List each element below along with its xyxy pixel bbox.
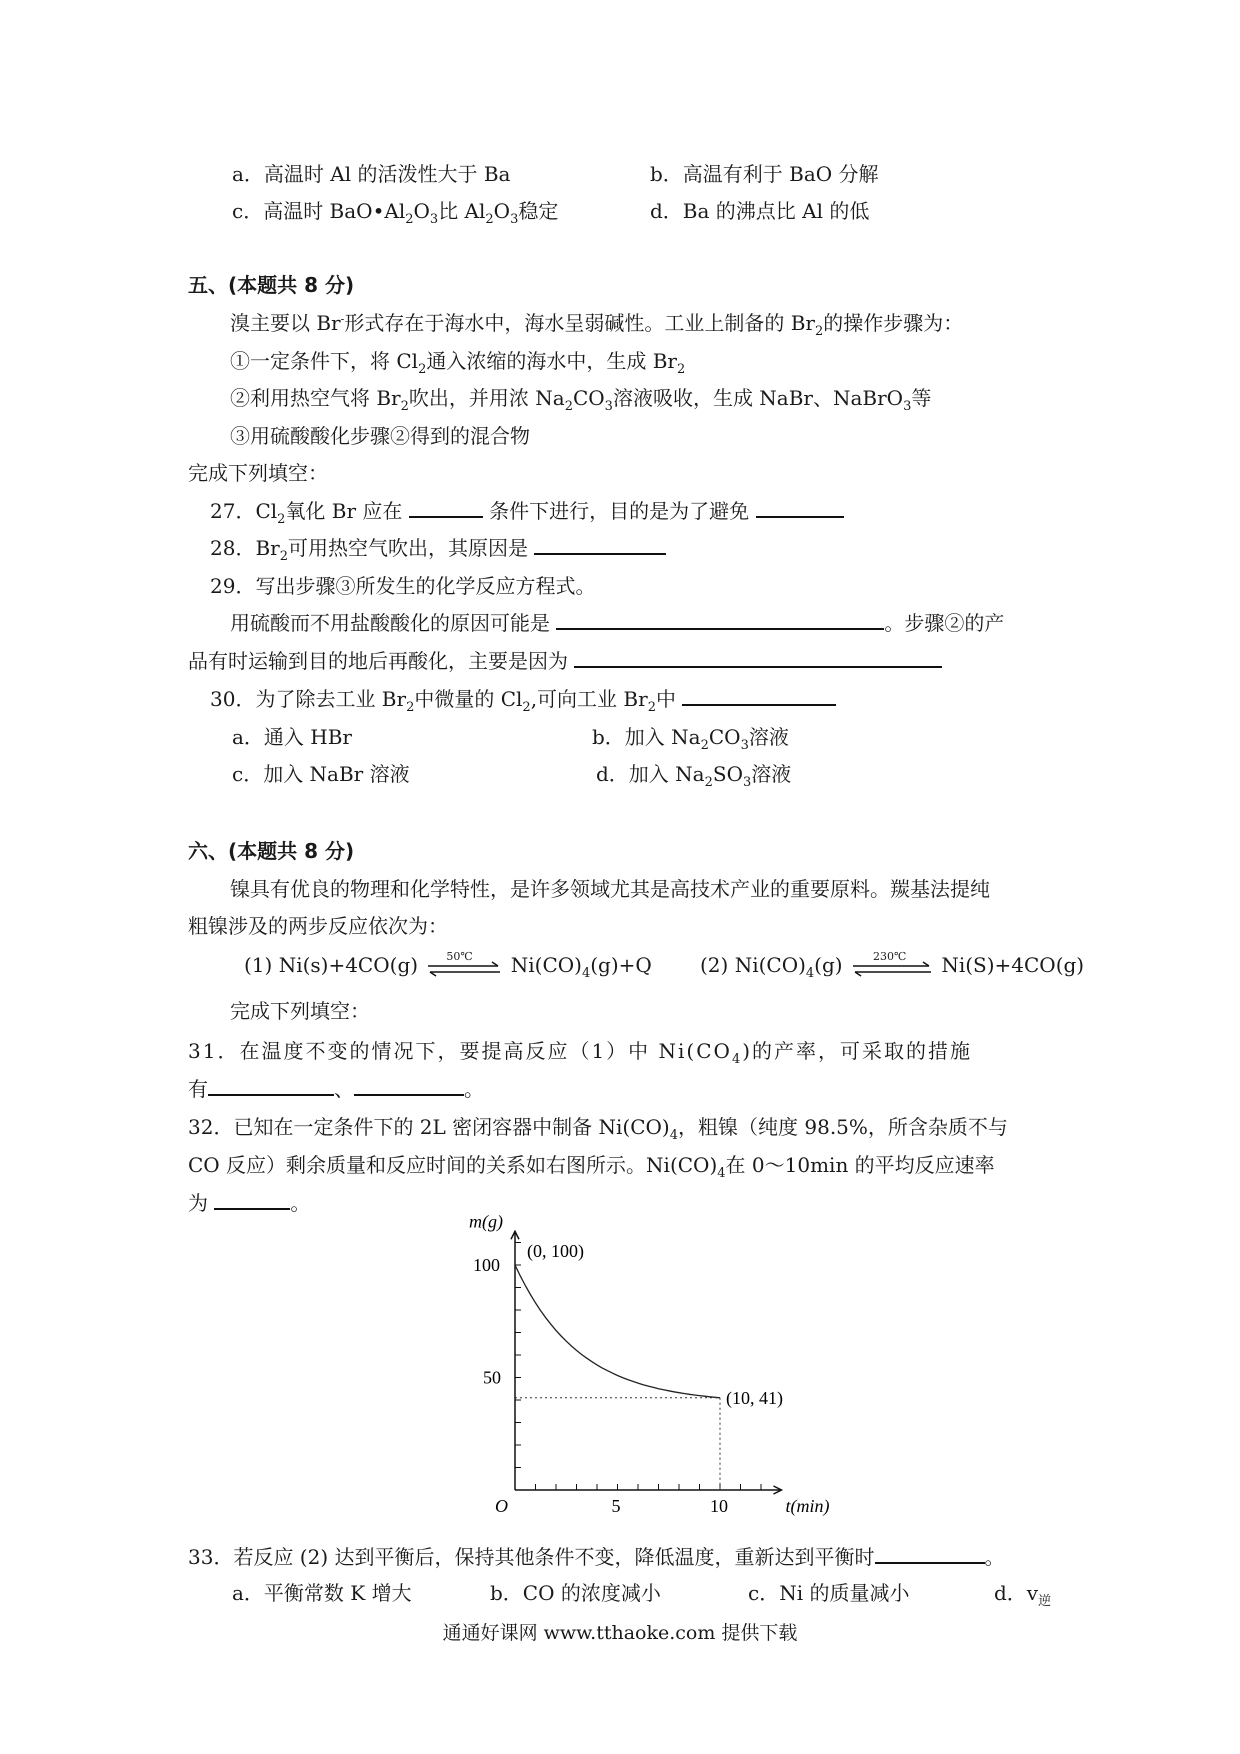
step-1: ①一定条件下，将 $Cl_2$通入浓缩的海水中，生成 $Br_2$ [230, 349, 686, 377]
answer-blank[interactable] [556, 610, 884, 630]
origin-label: O [495, 1496, 508, 1516]
question-27: 27．$Cl_2$氧化 Br 应在 条件下进行，目的是为了避免 [210, 498, 844, 524]
reversible-arrow: 230℃ [849, 954, 935, 980]
footer: 通通好课网 www.tthaoke.com 提供下载 [442, 1622, 798, 1644]
question-32-line2: CO 反应）剩余质量和反应时间的关系如右图所示。$Ni(CO)_4$在 0～10min 的平均反应速率 [188, 1153, 995, 1181]
point-label-end: (10, 41) [726, 1387, 783, 1408]
answer-blank[interactable] [534, 535, 666, 555]
q33-option-b: b．CO 的浓度减小 [490, 1581, 661, 1605]
answer-blank[interactable] [214, 1190, 290, 1210]
y-tick-label: 100 [473, 1255, 500, 1275]
q30-option-a: a．通入 HBr [232, 725, 352, 749]
section-6-intro-2: 粗镍涉及的两步反应依次为： [188, 914, 448, 938]
q33-option-c: c．Ni 的质量减小 [748, 1581, 910, 1605]
section-6-heading: 六、(本题共 8 分) [188, 839, 355, 863]
question-28: 28．$Br_2$可用热空气吹出，其原因是 [210, 535, 666, 561]
option-b: b．高温有利于 BaO 分解 [650, 162, 879, 186]
answer-blank[interactable] [208, 1076, 334, 1096]
option-d: d．Ba 的沸点比 Al 的低 [650, 199, 870, 223]
reaction-2: (2) $Ni(CO)_4(g)$ 230℃ Ni(S)+4CO(g) [700, 949, 1085, 981]
y-axis-label: m(g) [469, 1211, 503, 1232]
question-29-line2: 用硫酸而不用盐酸酸化的原因可能是 。步骤②的产 [230, 611, 1005, 635]
answer-blank[interactable] [574, 648, 942, 668]
decay-curve [515, 1265, 720, 1398]
answer-blank[interactable] [756, 498, 844, 518]
mass-time-chart [440, 1210, 830, 1530]
q30-option-c: c．加入 NaBr 溶液 [232, 762, 410, 786]
q33-option-a: a．平衡常数 K 增大 [232, 1581, 412, 1605]
option-a: a．高温时 Al 的活泼性大于 Ba [232, 162, 511, 186]
option-c: c．高温时 $BaO•Al_2O_3$比 $Al_2O_3$稳定 [232, 199, 559, 227]
question-29-line3: 品有时运输到目的地后再酸化，主要是因为 [188, 648, 942, 674]
answer-blank[interactable] [409, 498, 483, 518]
answer-blank[interactable] [354, 1076, 464, 1096]
question-30: 30．为了除去工业 $Br_2$中微量的 $Cl_2$,可向工业 $Br_2$中 [210, 686, 836, 712]
x-axis-label: t(min) [785, 1496, 830, 1516]
x-tick-label: 5 [611, 1496, 621, 1516]
question-31: 31．在温度不变的情况下，要提高反应（1）中 $Ni(CO_4)$的产率，可采取的措施 [188, 1039, 973, 1067]
reversible-arrow: 50℃ [424, 954, 504, 980]
y-tick-label: 50 [483, 1367, 501, 1388]
fill-instruction: 完成下列填空： [188, 461, 328, 485]
question-29: 29．写出步骤③所发生的化学反应方程式。 [210, 574, 596, 598]
q33-option-d: d．$v_逆$ [994, 1581, 1052, 1609]
section-5-heading: 五、(本题共 8 分) [188, 273, 355, 297]
q30-option-d: d．加入 $Na_2SO_3$溶液 [596, 762, 792, 790]
answer-blank[interactable] [875, 1544, 985, 1564]
question-31-line2: 有 、 。 [188, 1077, 484, 1101]
step-2: ②利用热空气将 $Br_2$吹出，并用浓 $Na_2CO_3$溶液吸收，生成 NaBr、NaBrO$_3$等 [230, 386, 932, 414]
q30-option-b: b．加入 $Na_2CO_3$溶液 [592, 725, 789, 753]
question-32-line3: 为 。 [188, 1191, 311, 1215]
reaction-1: (1) Ni(s)+4CO(g) 50℃ $Ni(CO)_4(g)+Q$ [244, 949, 652, 981]
answer-blank[interactable] [682, 686, 836, 706]
section-6-fill: 完成下列填空： [230, 999, 370, 1023]
x-tick-label: 10 [710, 1496, 728, 1516]
section-5-intro: 溴主要以 Br-形式存在于海水中，海水呈弱碱性。工业上制备的 $Br_2$的操作步骤为： [230, 311, 964, 339]
step-3: ③用硫酸酸化步骤②得到的混合物 [230, 424, 530, 448]
section-6-intro-1: 镍具有优良的物理和化学特性，是许多领域尤其是高技术产业的重要原料。羰基法提纯 [230, 877, 990, 901]
question-33: 33．若反应 (2) 达到平衡后，保持其他条件不变，降低温度，重新达到平衡时 。 [188, 1545, 1005, 1569]
point-label-start: (0, 100) [527, 1241, 584, 1261]
question-32: 32．已知在一定条件下的 2L 密闭容器中制备 $Ni(CO)_4$，粗镍（纯度 98.5%，所含杂质不与 [188, 1115, 1008, 1143]
